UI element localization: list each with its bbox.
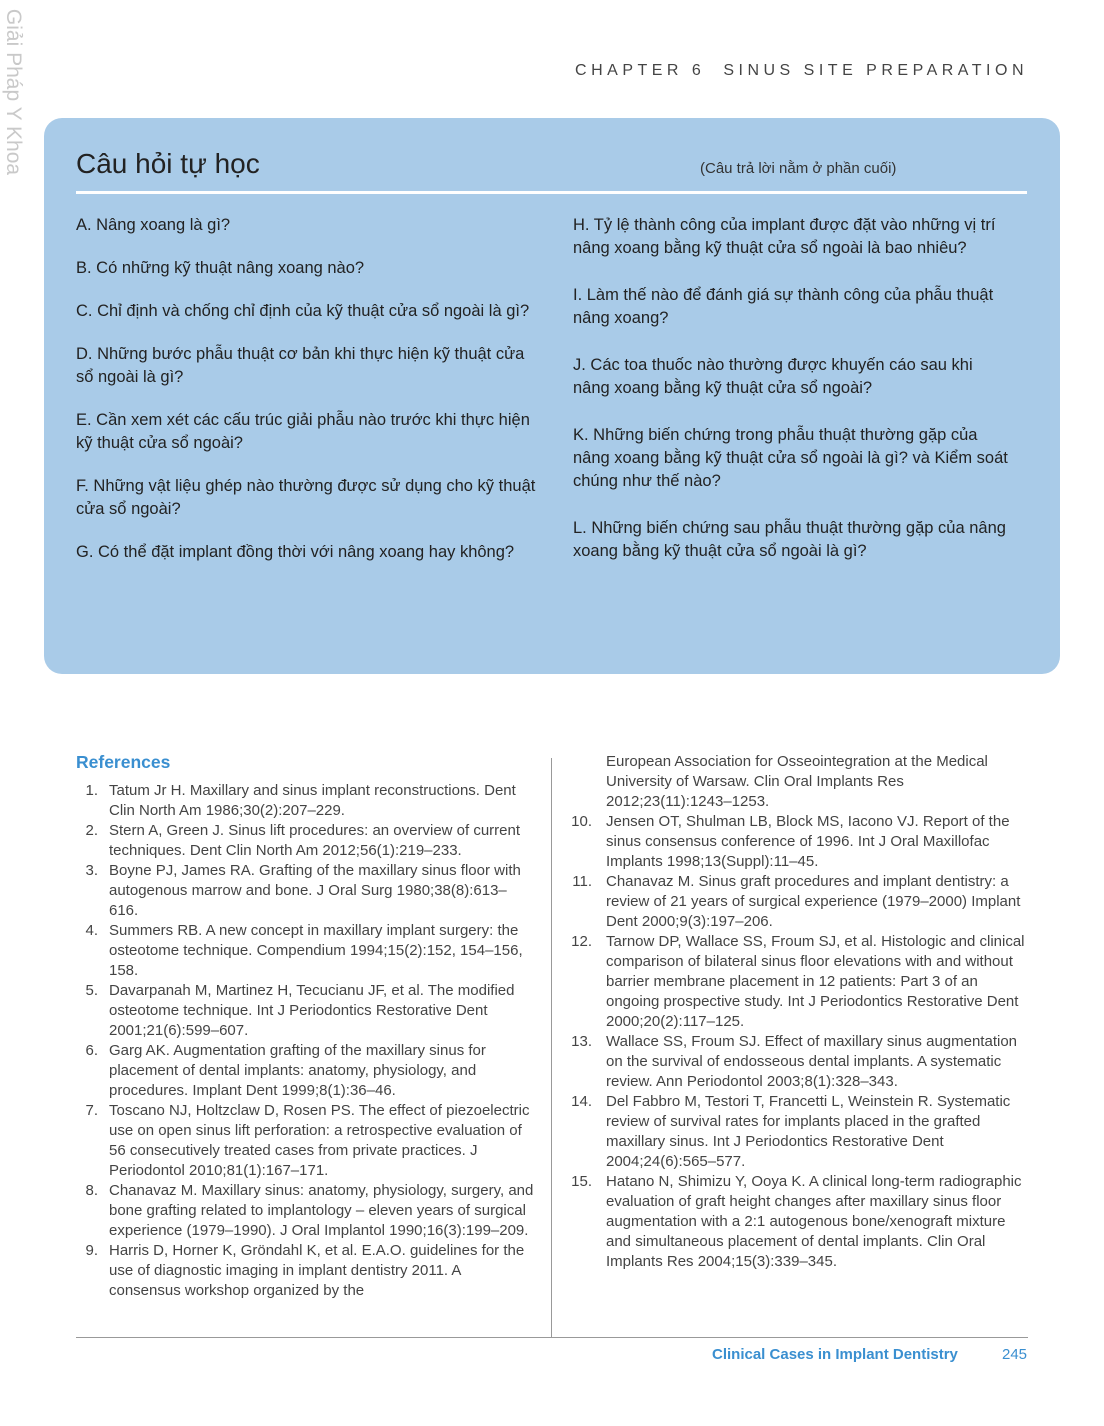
question-l: L. Những biến chứng sau phẫu thuật thường gặp của nâng xoang bằng kỹ thuật cửa sổ ngoài là gì?: [573, 519, 1006, 560]
question-d: D. Những bước phẫu thuật cơ bản khi thực hiện kỹ thuật cửa sổ ngoài là gì?: [76, 345, 525, 386]
reference-item: [76, 1241, 534, 1301]
questions-divider: [76, 191, 1027, 194]
reference-text: Jensen OT, Shulman LB, Block MS, Iacono VJ. Report of the sinus consensus conference of 1996. Int J Oral Maxillofac Implants 1998;13(Suppl):11–45.: [606, 813, 1010, 870]
reference-text: Tarnow DP, Wallace SS, Froum SJ, et al. Histologic and clinical comparison of bilateral sinus floor elevations with and without barrier membrane placement in 12 patients: Part 3 of an ongoing prospective study. Int J Periodontics Restorative Dent 2000;20(2):117–125.: [606, 933, 1025, 1030]
references-right-column: [568, 752, 1028, 1272]
reference-number: 4.: [85, 922, 98, 939]
reference-item: [568, 872, 1028, 932]
question-b: B. Có những kỹ thuật nâng xoang nào?: [76, 259, 365, 277]
reference-text: Hatano N, Shimizu Y, Ooya K. A clinical long-term radiographic evaluation of graft height changes after maxillary sinus floor augmentation with a 2:1 autogenous bone/xenograft mixture and simultaneous placement of dental implants. Clin Oral Implants Res 2004;15(3):339–345.: [606, 1173, 1022, 1270]
reference-text: Toscano NJ, Holtzclaw D, Rosen PS. The effect of piezoelectric use on open sinus lift perforation: a retrospective evaluation of 56 consecutively treated cases from private practices. J Periodontol 2010;81(1):167–171.: [109, 1102, 530, 1179]
question-f: F. Những vật liệu ghép nào thường được sử dụng cho kỹ thuật cửa sổ ngoài?: [76, 477, 536, 518]
reference-text: Stern A, Green J. Sinus lift procedures: an overview of current techniques. Dent Clin North Am 2012;56(1):219–233.: [109, 822, 521, 859]
reference-text: Davarpanah M, Martinez H, Tecucianu JF, et al. The modified osteotome technique. Int J Periodontics Restorative Dent 2001;21(6):599–607.: [109, 982, 515, 1039]
watermark: [0, 2, 28, 182]
footer-book-title: Clinical Cases in Implant Dentistry: [712, 1346, 958, 1363]
reference-item: [76, 921, 534, 981]
reference-item: [76, 861, 534, 921]
reference-item: [76, 1101, 534, 1181]
question-j: J. Các toa thuốc nào thường được khuyến cáo sau khi nâng xoang bằng kỹ thuật cửa sổ ngoài?: [573, 356, 973, 397]
reference-number: 11.: [572, 873, 592, 890]
chapter-label: CHAPTER 6: [575, 62, 706, 79]
reference-number: 7.: [85, 1102, 98, 1119]
reference-number: 12.: [571, 933, 592, 950]
reference-number: 14.: [571, 1093, 592, 1110]
footer-rule: [76, 1337, 1028, 1338]
reference-number: 15.: [571, 1173, 592, 1190]
reference-number: 13.: [571, 1033, 592, 1050]
section-label: SINUS SITE PREPARATION: [723, 62, 1028, 79]
references-heading: References: [76, 752, 171, 772]
watermark-text: Giải Pháp Y Khoa: [2, 8, 25, 176]
reference-item: [76, 981, 534, 1041]
reference-text: Garg AK. Augmentation grafting of the maxillary sinus for placement of dental implants: anatomy, physiology, and procedures. Implant Dent 1999;8(1):36–46.: [109, 1042, 486, 1099]
question-c: C. Chỉ định và chống chỉ định của kỹ thuật cửa sổ ngoài là gì?: [76, 302, 530, 320]
question-a: A. Nâng xoang là gì?: [76, 216, 231, 234]
reference-item: [76, 1041, 534, 1101]
reference-item: [568, 1172, 1028, 1272]
reference-number: 1.: [85, 782, 98, 799]
reference-number: 5.: [85, 982, 98, 999]
question-e: E. Cần xem xét các cấu trúc giải phẫu nào trước khi thực hiện kỹ thuật cửa sổ ngoài?: [76, 411, 530, 452]
running-head: [460, 62, 1028, 80]
reference-item: [568, 932, 1028, 1032]
question-h: H. Tỷ lệ thành công của implant được đặt vào những vị trí nâng xoang bằng kỹ thuật cửa sổ ngoài là bao nhiêu?: [573, 216, 996, 257]
reference-number: 3.: [85, 862, 98, 879]
reference-item: [568, 1032, 1028, 1092]
reference-text: Harris D, Horner K, Gröndahl K, et al. E.A.O. guidelines for the use of diagnostic imaging in implant dentistry 2011. A consensus workshop organized by the: [109, 1242, 525, 1299]
reference-text: European Association for Osseointegration at the Medical University of Warsaw. Clin Oral Implants Res 2012;23(11):1243–1253.: [606, 753, 988, 810]
question-i: I. Làm thế nào để đánh giá sự thành công của phẫu thuật nâng xoang?: [573, 286, 994, 327]
self-study-questions-box: [44, 118, 1060, 674]
reference-item: [76, 1181, 534, 1241]
reference-item: [76, 821, 534, 861]
question-k: K. Những biến chứng trong phẫu thuật thường gặp của nâng xoang bằng kỹ thuật cửa sổ ngoài là gì? và Kiểm soát chúng như thế nào?: [573, 426, 1008, 490]
references-left-column: [76, 781, 534, 1301]
reference-text: Del Fabbro M, Testori T, Francetti L, Weinstein R. Systematic review of survival rates for implants placed in the grafted maxillary sinus. Int J Periodontics Restorative Dent 2004;24(6):565–577.: [606, 1093, 1011, 1170]
reference-number: 2.: [85, 822, 98, 839]
reference-number: 6.: [85, 1042, 98, 1059]
reference-item: [568, 812, 1028, 872]
reference-number: 9.: [85, 1242, 98, 1259]
reference-continuation: [568, 752, 1028, 812]
page-number: 245: [1002, 1346, 1028, 1363]
question-g: G. Có thể đặt implant đồng thời với nâng xoang hay không?: [76, 543, 515, 561]
column-divider: [551, 758, 552, 1338]
reference-item: [76, 781, 534, 821]
reference-text: Wallace SS, Froum SJ. Effect of maxillary sinus augmentation on the survival of endosseous dental implants. A systematic review. Ann Periodontol 2003;8(1):328–343.: [606, 1033, 1017, 1090]
reference-text: Chanavaz M. Sinus graft procedures and implant dentistry: a review of 21 years of surgical experience (1979–2000) Implant Dent 2000;9(3):197–206.: [606, 873, 1021, 930]
reference-text: Tatum Jr H. Maxillary and sinus implant reconstructions. Dent Clin North Am 1986;30(2):207–229.: [109, 782, 516, 819]
reference-text: Boyne PJ, James RA. Grafting of the maxillary sinus floor with autogenous marrow and bone. J Oral Surg 1980;38(8):613–616.: [109, 862, 521, 919]
questions-title: Câu hỏi tự học: [76, 148, 260, 179]
questions-answer-note: (Câu trả lời nằm ở phần cuối): [700, 160, 897, 177]
reference-text: Summers RB. A new concept in maxillary implant surgery: the osteotome technique. Compendium 1994;15(2):152, 154–156, 158.: [109, 922, 523, 979]
questions-right-column: [573, 214, 1013, 587]
questions-left-column: [76, 214, 538, 584]
reference-item: [568, 1092, 1028, 1172]
reference-number: 8.: [85, 1182, 98, 1199]
reference-number: 10.: [571, 813, 592, 830]
reference-text: Chanavaz M. Maxillary sinus: anatomy, physiology, surgery, and bone grafting related to implantology – eleven years of surgical experience (1979–1990). J Oral Implantol 1990;16(3):199–209.: [109, 1182, 534, 1239]
